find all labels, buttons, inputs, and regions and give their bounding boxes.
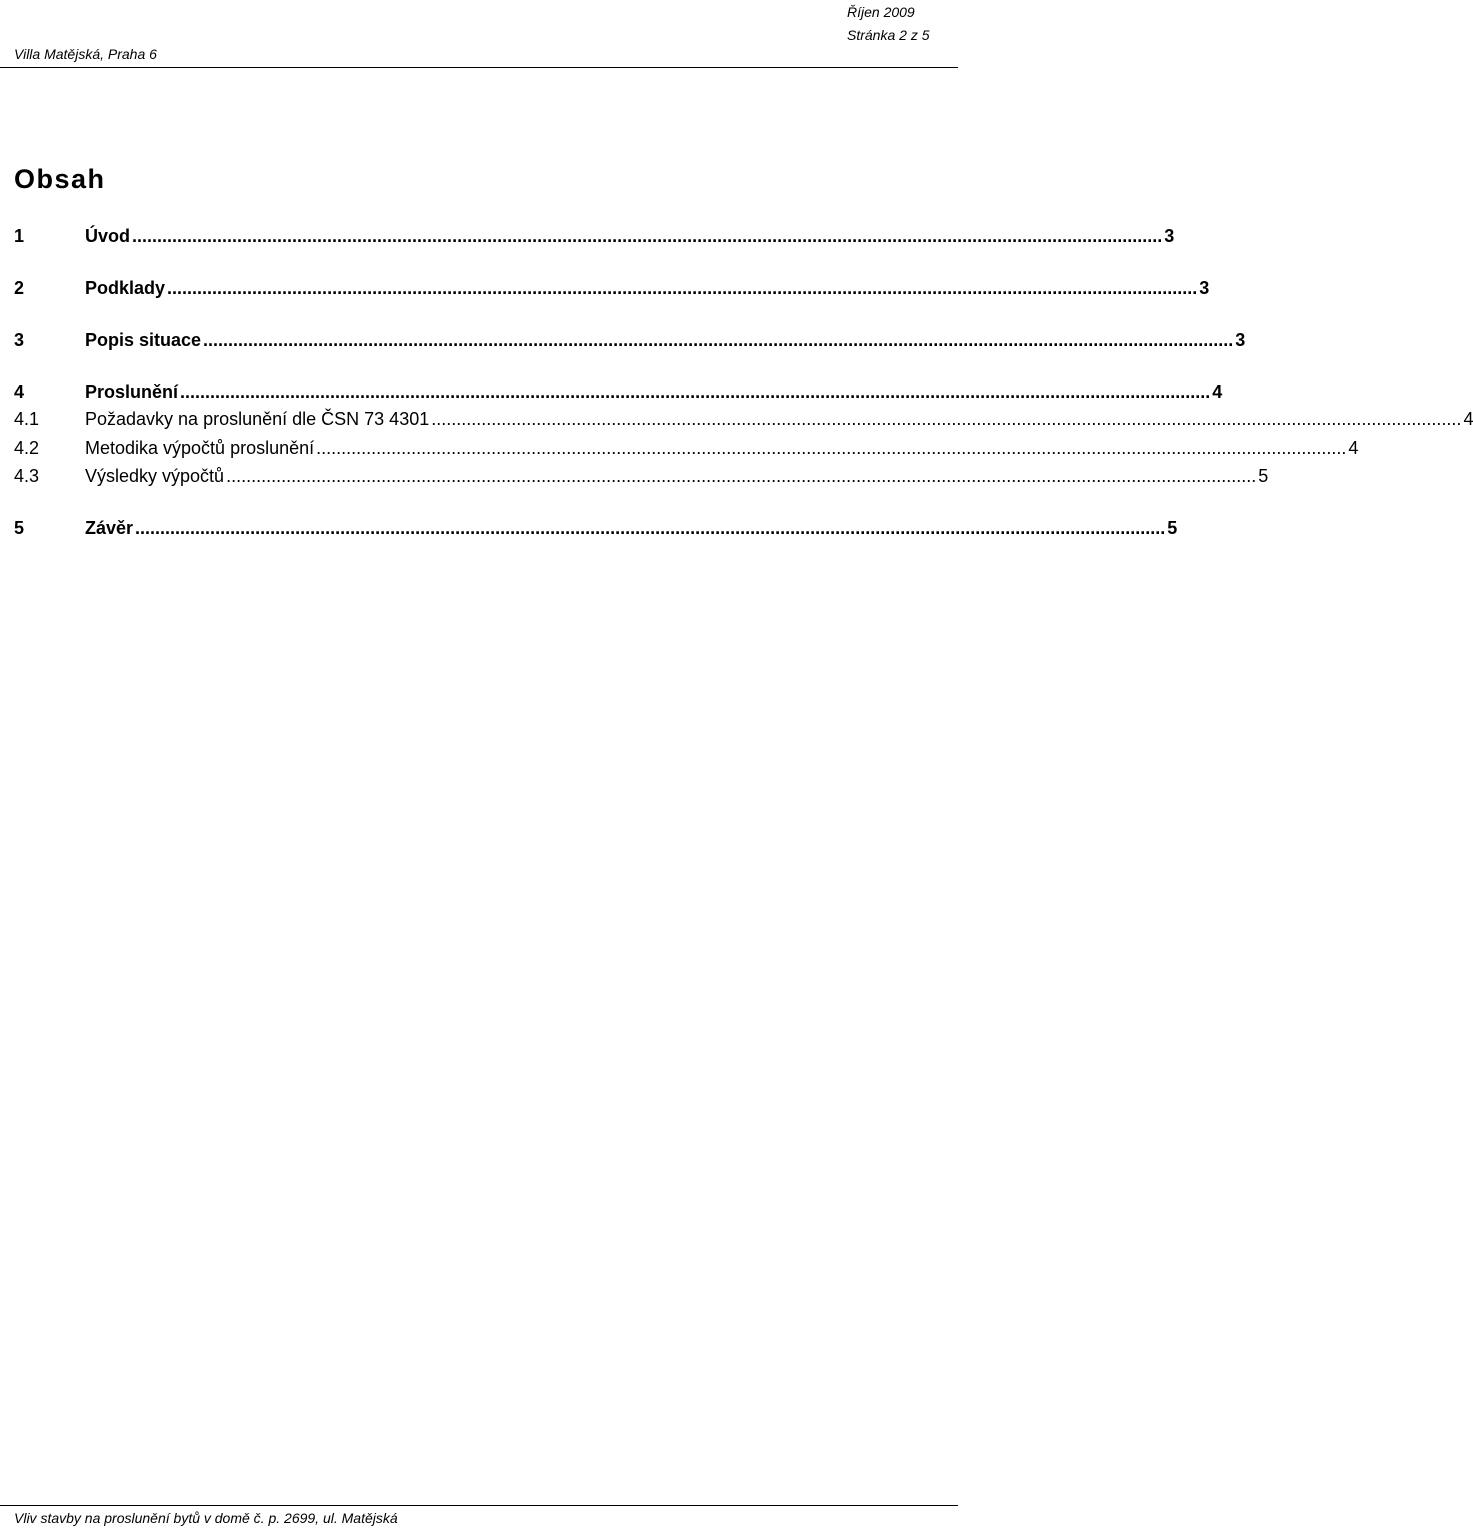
- toc-entry-page: 4: [1463, 409, 1473, 429]
- toc-entry-page: 5: [1167, 518, 1178, 538]
- header-date: Říjen 2009: [847, 4, 915, 20]
- toc-entry-number: 2: [14, 278, 25, 298]
- toc-entry-number: 4.2: [14, 438, 40, 458]
- toc-dot-leader: ..............................................................................................................................................................................................................: [226, 466, 1257, 486]
- header-meta: [847, 1, 930, 47]
- header-divider: [0, 67, 958, 68]
- header-page-info: Stránka 2 z 5: [847, 27, 930, 43]
- toc-entry[interactable]: [14, 438, 1359, 464]
- toc-entry-page: 3: [1199, 278, 1210, 298]
- toc-entry[interactable]: [14, 466, 1269, 492]
- toc-dot-leader: ..............................................................................................................................................................................................................: [135, 518, 1166, 538]
- toc-entry[interactable]: [14, 382, 1223, 408]
- toc-dot-leader: ..............................................................................................................................................................................................................: [167, 278, 1198, 298]
- toc-entry-title: Metodika výpočtů proslunění: [85, 438, 315, 458]
- toc-entry-number: 4.1: [14, 409, 40, 429]
- toc-dot-leader: ..............................................................................................................................................................................................................: [132, 226, 1163, 246]
- toc-entry-page: 5: [1258, 466, 1269, 486]
- toc-dot-leader: ..............................................................................................................................................................................................................: [203, 330, 1234, 350]
- toc-entry[interactable]: [14, 278, 1210, 304]
- toc-entry-page: 4: [1348, 438, 1359, 458]
- toc-dot-leader: ..............................................................................................................................................................................................................: [431, 409, 1462, 429]
- toc-entry-title: Proslunění: [85, 382, 179, 402]
- toc-entry[interactable]: [14, 409, 1473, 435]
- toc-entry[interactable]: [14, 226, 1175, 252]
- toc-entry[interactable]: [14, 518, 1178, 544]
- toc-entry[interactable]: [14, 330, 1246, 356]
- toc-entry-page: 3: [1235, 330, 1246, 350]
- toc-entry-title: Podklady: [85, 278, 166, 298]
- footer-divider: [0, 1505, 958, 1506]
- toc-entry-title: Popis situace: [85, 330, 202, 350]
- toc-entry-title: Závěr: [85, 518, 134, 538]
- toc-entry-page: 3: [1164, 226, 1175, 246]
- toc-entry-number: 3: [14, 330, 25, 350]
- toc-title: Obsah: [14, 164, 106, 194]
- header-project-name: Villa Matějská, Praha 6: [14, 46, 157, 62]
- toc-entry-page: 4: [1212, 382, 1223, 402]
- toc-entry-title: Úvod: [85, 226, 130, 246]
- toc-entry-number: 4.3: [14, 466, 40, 486]
- toc-entry-number: 4: [14, 382, 25, 402]
- toc-entry-title: Výsledky výpočtů: [85, 466, 225, 486]
- toc-entry-title: Požadavky na proslunění dle ČSN 73 4301: [85, 409, 430, 429]
- toc-entry-number: 5: [14, 518, 25, 538]
- toc-dot-leader: ..............................................................................................................................................................................................................: [180, 382, 1211, 402]
- toc-dot-leader: ..............................................................................................................................................................................................................: [316, 438, 1347, 458]
- footer-text: Vliv stavby na proslunění bytů v domě č. p. 2699, ul. Matějská: [14, 1510, 398, 1526]
- toc-entry-number: 1: [14, 226, 25, 246]
